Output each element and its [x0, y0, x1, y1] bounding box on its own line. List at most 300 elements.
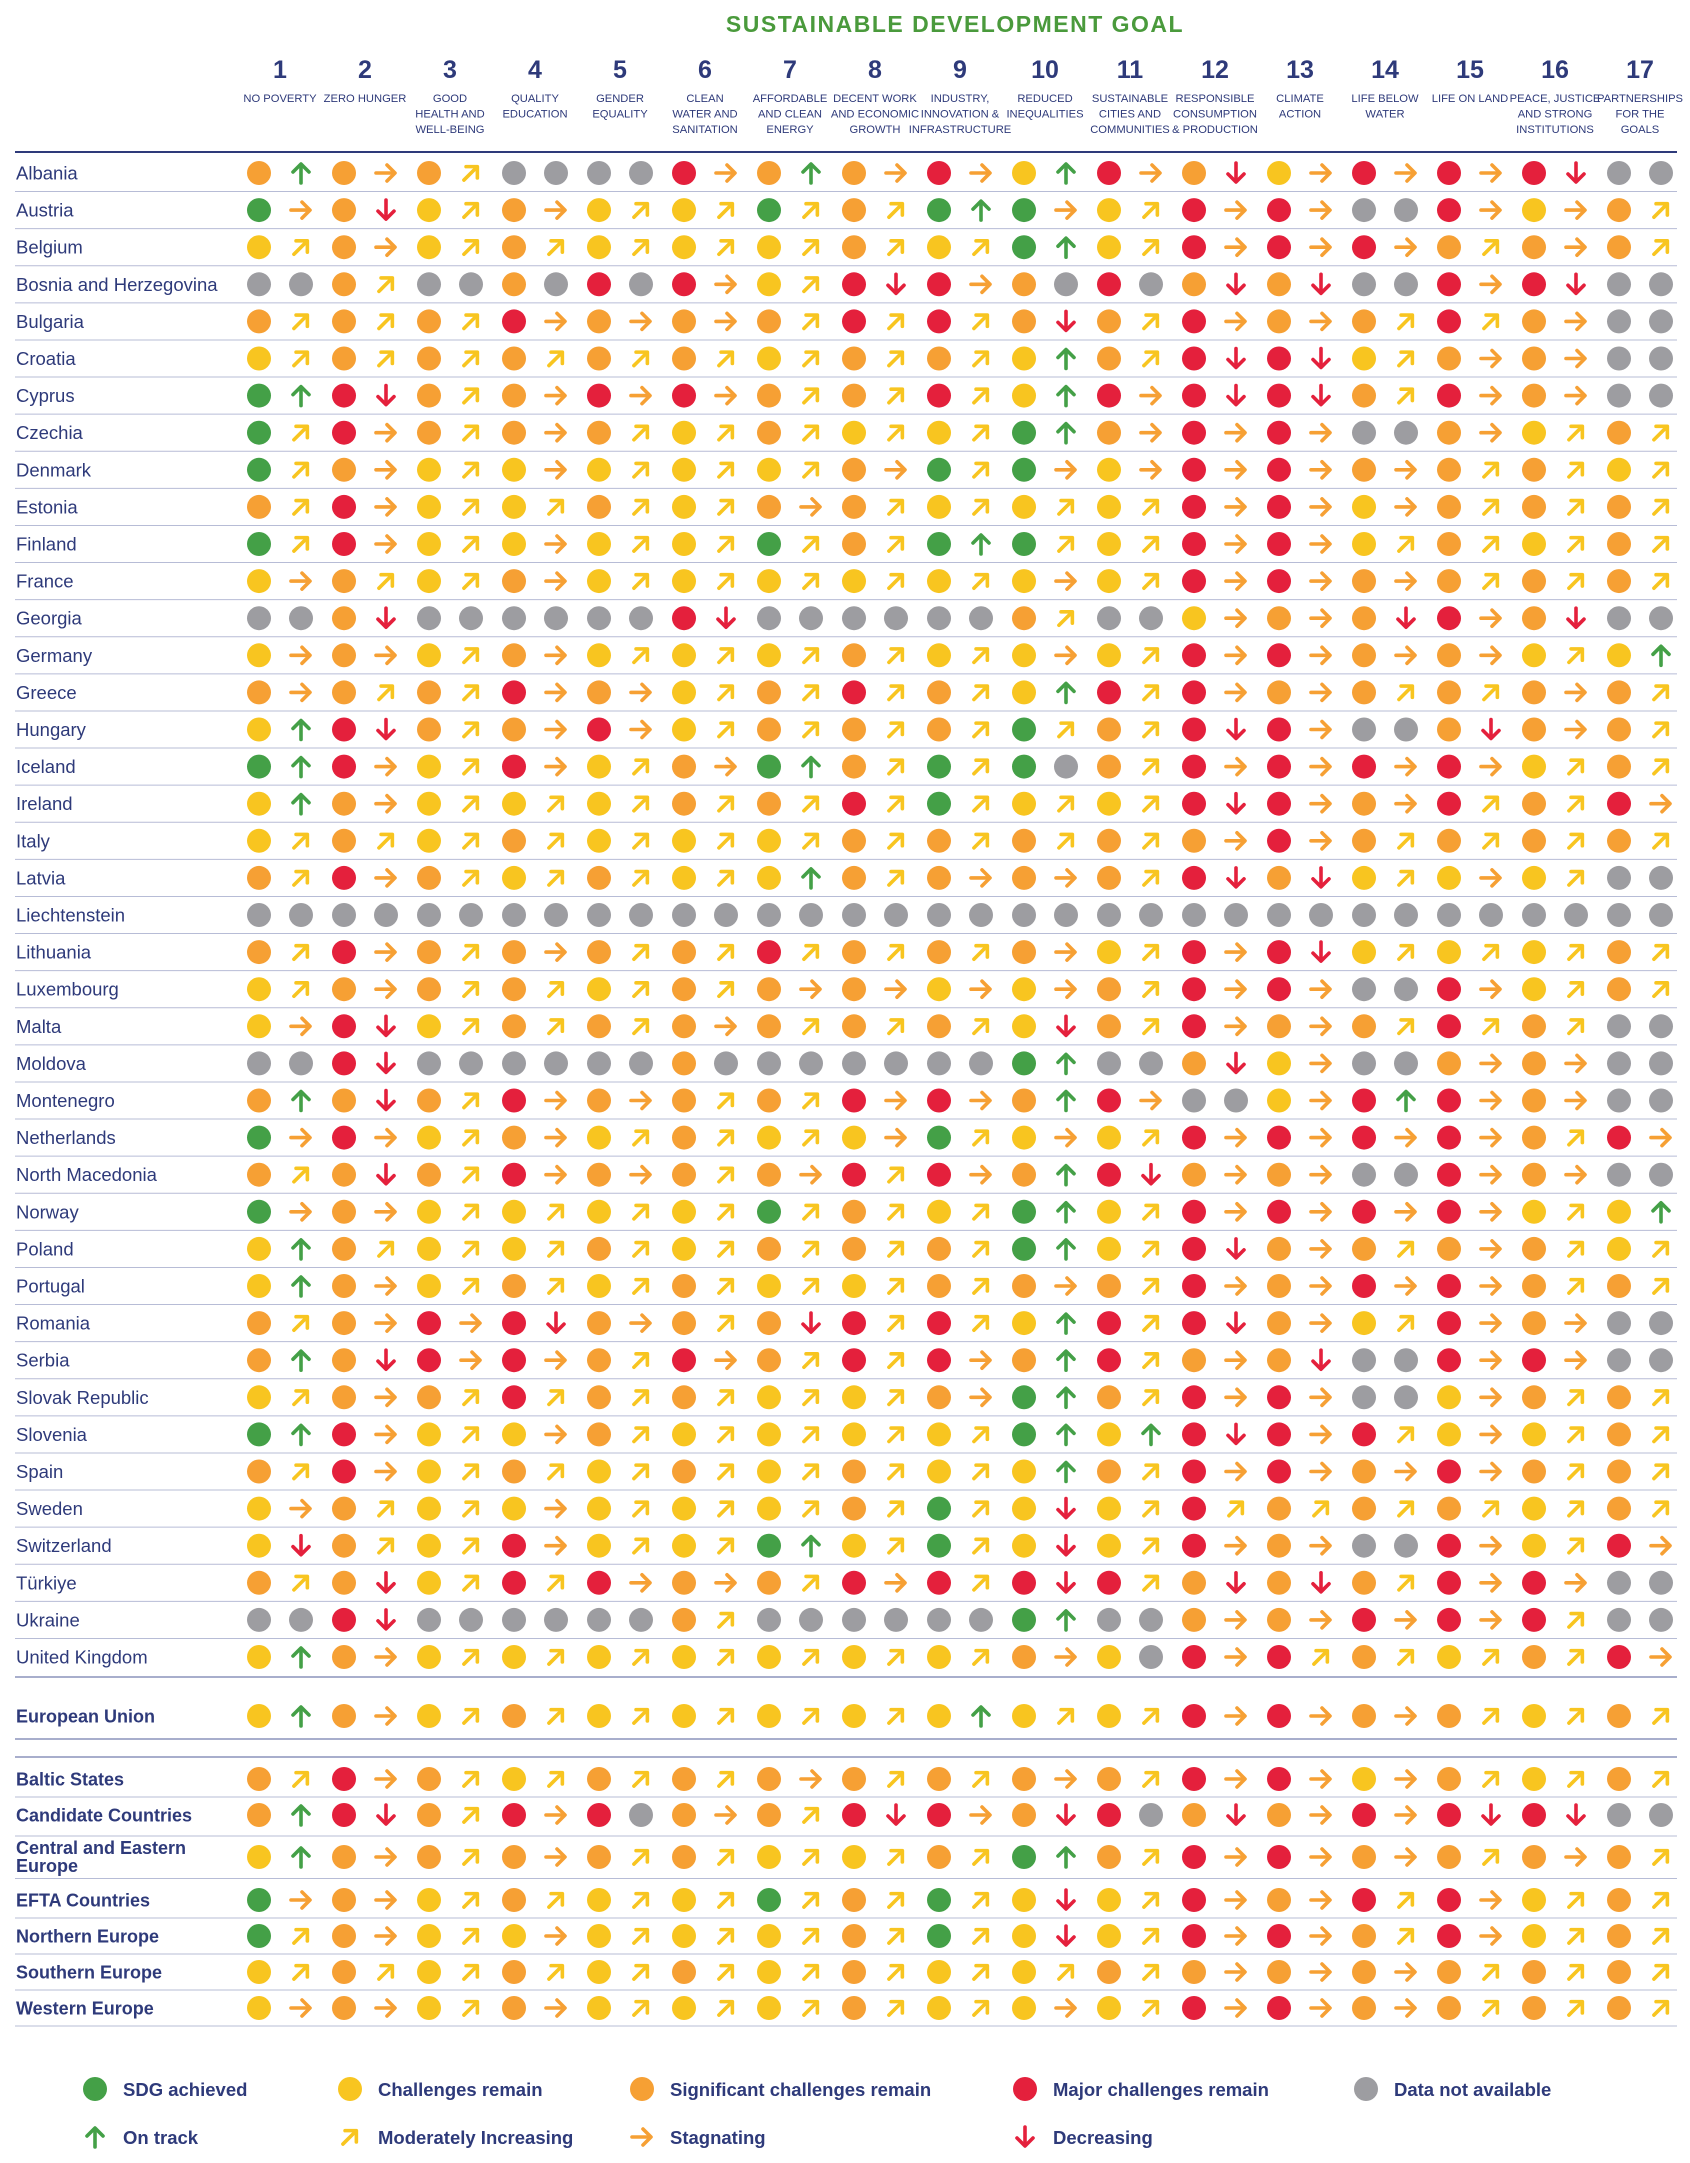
- arrow-right-icon: [376, 1464, 395, 1480]
- legend-label: Stagnating: [670, 2127, 766, 2148]
- arrow-right-icon: [1481, 1538, 1500, 1554]
- status-dot: [1182, 495, 1206, 519]
- table-row: [16, 458, 1673, 483]
- status-dot: [332, 1704, 356, 1728]
- status-dot: [1352, 1960, 1376, 1984]
- status-dot: [1352, 1200, 1376, 1224]
- arrow-right-icon: [291, 1892, 310, 1908]
- arrow-up-right-icon: [1138, 1888, 1163, 1913]
- arrow-up-right-icon: [798, 1237, 823, 1262]
- arrow-up-right-icon: [543, 1704, 568, 1729]
- arrow-up-right-icon: [713, 829, 738, 854]
- arrow-up-right-icon: [458, 1088, 483, 1113]
- arrow-up-right-icon: [968, 1645, 993, 1670]
- status-dot: [247, 309, 271, 333]
- arrow-up-right-icon: [1393, 1888, 1418, 1913]
- status-dot: [672, 235, 696, 259]
- goal-number: 11: [1116, 56, 1144, 84]
- arrow-up-right-icon: [1478, 532, 1503, 557]
- arrow-up-right-icon: [883, 680, 908, 705]
- status-dot: [247, 1311, 271, 1335]
- trend-unavailable-dot: [1394, 1163, 1418, 1187]
- arrow-up-right-icon: [798, 1645, 823, 1670]
- status-dot: [247, 1534, 271, 1558]
- status-dot: [247, 1237, 271, 1261]
- status-dot: [672, 1311, 696, 1335]
- status-dot: [1097, 532, 1121, 556]
- arrow-up-right-icon: [968, 717, 993, 742]
- trend-unavailable-dot: [884, 606, 908, 630]
- status-dot: [1097, 1014, 1121, 1038]
- legend-item-trend: [632, 2127, 766, 2148]
- row-label: Baltic States: [16, 1769, 125, 1790]
- status-dot: [757, 1845, 781, 1869]
- status-dot: [927, 347, 951, 371]
- arrow-up-right-icon: [458, 792, 483, 817]
- arrow-up-right-icon: [1393, 346, 1418, 371]
- goal-column-header: [502, 56, 567, 121]
- goal-number: 5: [613, 56, 627, 84]
- table-row: [16, 1088, 1673, 1113]
- status-dot: [332, 1014, 356, 1038]
- status-dot: [1097, 1645, 1121, 1669]
- arrow-up-right-icon: [373, 1497, 398, 1522]
- status-dot: [1607, 680, 1631, 704]
- arrow-up-right-icon: [713, 643, 738, 668]
- arrow-right-icon: [1311, 684, 1330, 700]
- status-dot: [1267, 1924, 1291, 1948]
- arrow-up-right-icon: [628, 1348, 653, 1373]
- table-row: [16, 1571, 1673, 1596]
- status-dot: [417, 1534, 441, 1558]
- arrow-up-right-icon: [628, 643, 653, 668]
- arrow-up-right-icon: [1138, 680, 1163, 705]
- status-dot: [757, 866, 781, 890]
- arrow-up-right-icon: [798, 346, 823, 371]
- trend-unavailable-dot: [289, 272, 313, 296]
- arrow-up-right-icon: [883, 829, 908, 854]
- status-dot: [1182, 643, 1206, 667]
- status-dot: [1097, 1960, 1121, 1984]
- arrow-right-icon: [1226, 536, 1245, 552]
- status-dot: [1437, 1534, 1461, 1558]
- status-dot: [757, 1422, 781, 1446]
- legend: [83, 2077, 1551, 2150]
- table-row: [16, 532, 1673, 557]
- status-dot: [1182, 1571, 1206, 1595]
- arrow-up-right-icon: [1393, 1497, 1418, 1522]
- status-dot: [1607, 1924, 1631, 1948]
- status-dot: [672, 1385, 696, 1409]
- status-dot: [1097, 1924, 1121, 1948]
- trend-unavailable-dot: [459, 903, 483, 927]
- goal-name-line: INEQUALITIES: [1006, 108, 1084, 121]
- row-label: Cyprus: [16, 385, 75, 407]
- arrow-right-icon: [291, 2000, 310, 2016]
- arrow-down-icon: [1313, 1350, 1329, 1369]
- arrow-up-right-icon: [628, 1014, 653, 1039]
- status-dot: [502, 866, 526, 890]
- status-dot: [1522, 1767, 1546, 1791]
- arrow-right-icon: [1566, 1055, 1585, 1071]
- row-label: Spain: [16, 1461, 64, 1482]
- status-dot: [757, 977, 781, 1001]
- goal-name-line: PEACE, JUSTICE: [1509, 93, 1601, 105]
- arrow-up-right-icon: [713, 421, 738, 446]
- legend-dot: [1354, 2077, 1378, 2101]
- status-dot: [247, 161, 271, 185]
- arrow-up-right-icon: [713, 1704, 738, 1729]
- row-label: Germany: [16, 644, 93, 666]
- arrow-up-right-icon: [1648, 1960, 1673, 1985]
- status-dot: [1182, 384, 1206, 408]
- status-dot: [1437, 829, 1461, 853]
- status-dot: [672, 755, 696, 779]
- arrow-down-icon: [1058, 1016, 1074, 1035]
- arrow-down-icon: [1058, 1499, 1074, 1518]
- status-dot: [757, 161, 781, 185]
- arrow-right-icon: [1311, 1928, 1330, 1944]
- arrow-up-right-icon: [1563, 1608, 1588, 1633]
- arrow-up-right-icon: [1648, 1845, 1673, 1870]
- status-dot: [1352, 1534, 1376, 1558]
- status-dot: [1012, 1089, 1036, 1113]
- goal-number: 6: [698, 56, 712, 84]
- status-dot: [842, 1497, 866, 1521]
- status-dot: [1267, 1385, 1291, 1409]
- arrow-up-right-icon: [883, 1200, 908, 1225]
- status-dot: [672, 421, 696, 445]
- trend-unavailable-dot: [1139, 606, 1163, 630]
- status-dot: [247, 866, 271, 890]
- status-dot: [1182, 161, 1206, 185]
- arrow-up-right-icon: [288, 1767, 313, 1792]
- status-dot: [1437, 495, 1461, 519]
- status-dot: [417, 272, 441, 296]
- arrow-up-right-icon: [968, 346, 993, 371]
- arrow-down-icon: [1228, 274, 1244, 293]
- trend-unavailable-dot: [1139, 1608, 1163, 1632]
- status-dot: [247, 1845, 271, 1869]
- status-dot: [672, 495, 696, 519]
- arrow-up-right-icon: [1563, 458, 1588, 483]
- status-dot: [502, 1422, 526, 1446]
- arrow-up-right-icon: [458, 1924, 483, 1949]
- arrow-up-right-icon: [288, 421, 313, 446]
- status-dot: [587, 421, 611, 445]
- arrow-right-icon: [1396, 647, 1415, 663]
- status-dot: [1607, 1888, 1631, 1912]
- status-dot: [587, 755, 611, 779]
- trend-unavailable-dot: [544, 1608, 568, 1632]
- status-dot: [1267, 347, 1291, 371]
- table-row: [16, 1311, 1673, 1336]
- arrow-right-icon: [546, 1849, 565, 1865]
- arrow-right-icon: [376, 1649, 395, 1665]
- status-dot: [757, 1051, 781, 1075]
- trend-unavailable-dot: [289, 903, 313, 927]
- status-dot: [1437, 1051, 1461, 1075]
- arrow-right-icon: [1141, 462, 1160, 478]
- arrow-up-right-icon: [1308, 1497, 1333, 1522]
- arrow-up-right-icon: [458, 1014, 483, 1039]
- arrow-up-right-icon: [1393, 1311, 1418, 1336]
- status-dot: [1437, 1237, 1461, 1261]
- arrow-down-icon: [1313, 274, 1329, 293]
- arrow-down-icon: [1228, 1573, 1244, 1592]
- arrow-right-icon: [376, 1928, 395, 1944]
- status-dot: [927, 495, 951, 519]
- status-dot: [757, 1089, 781, 1113]
- status-dot: [247, 718, 271, 742]
- status-dot: [332, 532, 356, 556]
- status-dot: [672, 1608, 696, 1632]
- status-dot: [1012, 755, 1036, 779]
- arrow-up-right-icon: [1563, 1704, 1588, 1729]
- arrow-right-icon: [1481, 1892, 1500, 1908]
- legend-item-status: [630, 2077, 931, 2101]
- status-dot: [842, 235, 866, 259]
- status-dot: [927, 1089, 951, 1113]
- goal-name-line: GOALS: [1620, 124, 1660, 136]
- status-dot: [757, 532, 781, 556]
- arrow-right-icon: [1311, 1426, 1330, 1442]
- status-dot: [1607, 1960, 1631, 1984]
- status-dot: [927, 272, 951, 296]
- status-dot: [927, 1608, 951, 1632]
- arrow-up-right-icon: [883, 1385, 908, 1410]
- status-dot: [1437, 1348, 1461, 1372]
- status-dot: [1437, 1845, 1461, 1869]
- status-dot: [1522, 792, 1546, 816]
- arrow-up-right-icon: [458, 1704, 483, 1729]
- arrow-up-right-icon: [1138, 1571, 1163, 1596]
- arrow-down-icon: [378, 608, 394, 627]
- arrow-up-right-icon: [628, 458, 653, 483]
- status-dot: [1352, 495, 1376, 519]
- status-dot: [1352, 680, 1376, 704]
- status-dot: [1012, 1200, 1036, 1224]
- goal-column-header: [1090, 56, 1170, 136]
- status-dot: [417, 1200, 441, 1224]
- arrow-up-icon: [803, 164, 819, 183]
- status-dot: [1437, 1163, 1461, 1187]
- status-dot: [1437, 1126, 1461, 1150]
- status-dot: [1012, 1422, 1036, 1446]
- goal-name-line: AFFORDABLE: [752, 93, 828, 105]
- arrow-up-icon: [1058, 683, 1074, 702]
- arrow-up-right-icon: [1138, 1459, 1163, 1484]
- status-dot: [332, 1311, 356, 1335]
- trend-unavailable-dot: [799, 1051, 823, 1075]
- goal-number: 17: [1626, 56, 1654, 84]
- status-dot: [1097, 1311, 1121, 1335]
- status-dot: [587, 1704, 611, 1728]
- status-dot: [1267, 606, 1291, 630]
- status-dot: [587, 1571, 611, 1595]
- status-dot: [927, 755, 951, 779]
- arrow-up-right-icon: [883, 1014, 908, 1039]
- arrow-right-icon: [1481, 647, 1500, 663]
- arrow-right-icon: [1481, 981, 1500, 997]
- status-dot: [1267, 1534, 1291, 1558]
- arrow-right-icon: [1311, 1964, 1330, 1980]
- status-dot: [587, 1608, 611, 1632]
- row-label: Portugal: [16, 1275, 85, 1297]
- status-dot: [247, 458, 271, 482]
- status-dot: [927, 1704, 951, 1728]
- arrow-up-right-icon: [883, 1311, 908, 1336]
- arrow-up-right-icon: [1478, 1767, 1503, 1792]
- arrow-up-icon: [1143, 1425, 1159, 1444]
- arrow-right-icon: [376, 870, 395, 886]
- arrow-up-right-icon: [1478, 569, 1503, 594]
- arrow-right-icon: [1566, 1575, 1585, 1591]
- arrow-right-icon: [376, 944, 395, 960]
- arrow-up-right-icon: [883, 1845, 908, 1870]
- trend-unavailable-dot: [544, 161, 568, 185]
- row-label: Candidate Countries: [16, 1805, 193, 1826]
- arrow-up-right-icon: [1053, 532, 1078, 557]
- arrow-right-icon: [716, 1352, 735, 1368]
- arrow-right-icon: [1566, 239, 1585, 255]
- status-dot: [332, 309, 356, 333]
- status-dot: [1097, 1274, 1121, 1298]
- status-dot: [1607, 1051, 1631, 1075]
- status-dot: [1012, 1996, 1036, 2020]
- status-dot: [332, 1200, 356, 1224]
- status-dot: [1607, 1845, 1631, 1869]
- goal-number: 8: [868, 56, 882, 84]
- trend-unavailable-dot: [544, 903, 568, 927]
- arrow-right-icon: [801, 1167, 820, 1183]
- arrow-right-icon: [546, 425, 565, 441]
- status-dot: [1522, 1385, 1546, 1409]
- status-dot: [332, 1051, 356, 1075]
- table-row: [16, 1996, 1673, 2021]
- status-dot: [1352, 977, 1376, 1001]
- arrow-up-icon: [1058, 1463, 1074, 1482]
- status-dot: [1267, 384, 1291, 408]
- legend-label: Significant challenges remain: [670, 2079, 932, 2100]
- status-dot: [757, 1014, 781, 1038]
- arrow-right-icon: [1311, 1204, 1330, 1220]
- status-dot: [1012, 1645, 1036, 1669]
- trend-unavailable-dot: [799, 903, 823, 927]
- row-label: Ireland: [16, 793, 73, 815]
- status-dot: [757, 1608, 781, 1632]
- arrow-up-right-icon: [1138, 309, 1163, 334]
- arrow-right-icon: [1311, 573, 1330, 589]
- arrow-right-icon: [631, 313, 650, 329]
- trend-unavailable-dot: [1054, 755, 1078, 779]
- row-label: Poland: [16, 1238, 74, 1260]
- status-dot: [1607, 1460, 1631, 1484]
- arrow-up-icon: [1058, 1848, 1074, 1867]
- arrow-up-right-icon: [1648, 1924, 1673, 1949]
- status-dot: [587, 1311, 611, 1335]
- arrow-up-right-icon: [883, 1704, 908, 1729]
- arrow-up-right-icon: [1138, 866, 1163, 891]
- arrow-up-right-icon: [713, 1767, 738, 1792]
- arrow-up-right-icon: [1138, 1534, 1163, 1559]
- arrow-down-icon: [1058, 1805, 1074, 1824]
- arrow-down-icon: [378, 1016, 394, 1035]
- arrow-right-icon: [1481, 1389, 1500, 1405]
- table-row: [16, 1608, 1673, 1633]
- status-dot: [757, 495, 781, 519]
- status-dot: [842, 384, 866, 408]
- arrow-up-right-icon: [1563, 1237, 1588, 1262]
- arrow-up-right-icon: [883, 717, 908, 742]
- arrow-right-icon: [1056, 1649, 1075, 1665]
- status-dot: [672, 1274, 696, 1298]
- arrow-down-icon: [548, 1313, 564, 1332]
- trend-unavailable-dot: [884, 903, 908, 927]
- status-dot: [672, 1960, 696, 1984]
- arrow-up-right-icon: [458, 198, 483, 223]
- status-dot: [502, 1385, 526, 1409]
- trend-unavailable-dot: [374, 903, 398, 927]
- arrow-right-icon: [1566, 388, 1585, 404]
- status-dot: [1182, 940, 1206, 964]
- status-dot: [1182, 1845, 1206, 1869]
- arrow-right-icon: [1056, 2000, 1075, 2016]
- status-dot: [502, 1163, 526, 1187]
- row-label: North Macedonia: [16, 1164, 157, 1186]
- goal-number: 7: [783, 56, 797, 84]
- arrow-up-right-icon: [458, 458, 483, 483]
- arrow-up-right-icon: [968, 1126, 993, 1151]
- arrow-right-icon: [291, 1501, 310, 1517]
- arrow-right-icon: [291, 1130, 310, 1146]
- status-dot: [1437, 384, 1461, 408]
- status-dot: [332, 495, 356, 519]
- arrow-up-right-icon: [1648, 532, 1673, 557]
- goal-name-line: GOOD: [432, 93, 468, 105]
- status-dot: [1267, 1089, 1291, 1113]
- status-dot: [672, 829, 696, 853]
- status-dot: [247, 643, 271, 667]
- table-row: [16, 1200, 1669, 1225]
- status-dot: [1097, 1348, 1121, 1372]
- status-dot: [502, 1571, 526, 1595]
- status-dot: [927, 569, 951, 593]
- goal-name-line: NO POVERTY: [243, 93, 317, 105]
- arrow-right-icon: [1056, 944, 1075, 960]
- status-dot: [1522, 1996, 1546, 2020]
- status-dot: [842, 495, 866, 519]
- status-dot: [1607, 1534, 1631, 1558]
- arrow-up-right-icon: [458, 643, 483, 668]
- arrow-up-icon: [1058, 1054, 1074, 1073]
- arrow-up-right-icon: [1138, 1311, 1163, 1336]
- arrow-up-right-icon: [628, 1385, 653, 1410]
- trend-unavailable-dot: [1649, 606, 1673, 630]
- status-dot: [1522, 1422, 1546, 1446]
- trend-unavailable-dot: [1139, 1803, 1163, 1827]
- status-dot: [247, 1422, 271, 1446]
- arrow-up-right-icon: [883, 1960, 908, 1985]
- status-dot: [417, 235, 441, 259]
- arrow-up-right-icon: [798, 1385, 823, 1410]
- arrow-up-right-icon: [883, 569, 908, 594]
- status-dot: [502, 1311, 526, 1335]
- trend-unavailable-dot: [459, 272, 483, 296]
- arrow-right-icon: [1396, 573, 1415, 589]
- arrow-up-right-icon: [713, 717, 738, 742]
- table-row: [16, 1960, 1673, 1985]
